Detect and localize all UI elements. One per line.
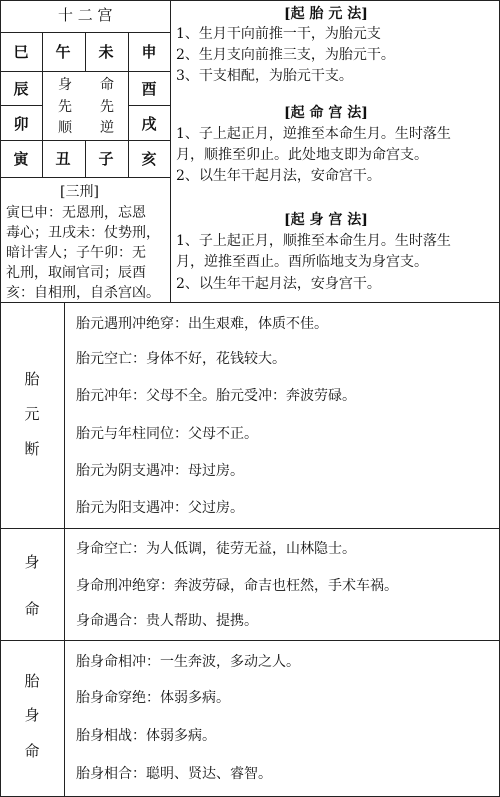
branch-mao: 卯: [13, 115, 29, 133]
method-taiyuan-title: [起 胎 元 法]: [284, 6, 368, 22]
section-divider-top: [0, 302, 500, 303]
method-minggong-line-3: 2、以生年干起月法，安命宫干。: [176, 168, 381, 184]
section-taiyuan-label-1: 胎: [24, 370, 40, 388]
xing-line-4: 礼刑，取闹官司；辰酉: [6, 265, 146, 281]
method-minggong-title: [起 命 宫 法]: [284, 105, 368, 121]
section-taiyuan-label-3: 断: [24, 440, 40, 458]
section-label-column-line: [64, 302, 65, 797]
section-taishenming-label-1: 胎: [24, 672, 40, 690]
xing-line-3: 暗计害人；子午卯：无: [6, 245, 146, 261]
method-shengong-title: [起 身 宫 法]: [284, 212, 368, 228]
branch-chen: 辰: [13, 80, 29, 98]
branch-hai: 亥: [141, 150, 157, 168]
grid-row-line-4: [0, 177, 170, 178]
branch-yin: 寅: [13, 150, 29, 168]
method-taiyuan-line-2: 2、生月支向前推三支，为胎元干。: [176, 47, 395, 63]
branch-chou: 丑: [55, 150, 71, 168]
grid-row-line-1: [0, 71, 170, 72]
xing-line-5: 亥：自相刑，自杀宫凶。: [6, 285, 160, 301]
method-shengong-line-3: 2、以生年干起月法，安身宫干。: [176, 276, 381, 292]
section-divider-3: [0, 640, 500, 641]
method-shengong-line-1: 1、子上起正月，顺推至本命生月。生时落生: [176, 233, 451, 249]
grid-row-line-2: [0, 105, 42, 106]
grid-row-line-2b: [128, 105, 170, 106]
shenming-item-3: 身命遇合：贵人帮助、提携。: [76, 613, 258, 629]
taiyuan-item-5: 胎元为阴支遇冲：母过房。: [76, 463, 244, 479]
center-xian-2: 先: [100, 99, 114, 115]
method-taiyuan-line-1: 1、生月干向前推一干，为胎元支: [176, 26, 381, 42]
branch-wei: 未: [98, 43, 114, 61]
grid-right-border: [170, 0, 171, 302]
section-taishenming-label-3: 命: [24, 742, 40, 760]
section-divider-2: [0, 528, 500, 529]
section-shenming-label-1: 身: [24, 553, 40, 571]
branch-you: 酉: [141, 80, 157, 98]
method-minggong-line-2: 月，顺推至卯止。此处地支即为命宫支。: [176, 147, 428, 163]
taishenming-item-3: 胎身相战：体弱多病。: [76, 728, 216, 744]
taiyuan-item-6: 胎元为阳支遇冲：父过房。: [76, 500, 244, 516]
method-taiyuan-line-3: 3、干支相配，为胎元干支。: [176, 68, 353, 84]
branch-shen: 申: [141, 43, 157, 61]
taiyuan-item-1: 胎元遇刑冲绝穿：出生艰难，体质不佳。: [76, 316, 328, 332]
center-xian-1: 先: [58, 99, 72, 115]
xing-title: [三刑]: [60, 184, 99, 200]
taiyuan-item-4: 胎元与年柱同位：父母不正。: [76, 426, 258, 442]
branch-xu: 戌: [141, 115, 157, 133]
taishenming-item-2: 胎身命穿绝：体弱多病。: [76, 690, 230, 706]
branch-wu: 午: [55, 43, 71, 61]
taishenming-item-4: 胎身相合：聪明、贤达、睿智。: [76, 766, 272, 782]
method-minggong-line-1: 1、子上起正月，逆推至本命生月。生时落生: [176, 126, 451, 142]
section-shenming-label-2: 命: [24, 600, 40, 618]
taiyuan-item-2: 胎元空亡：身体不好，花钱较大。: [76, 351, 286, 367]
frame-top: [0, 0, 500, 1]
center-shen: 身: [58, 77, 72, 93]
shenming-item-2: 身命刑冲绝穿：奔波劳碌，命吉也枉然，手术车祸。: [76, 578, 398, 594]
grid-header: 十 二 宫: [58, 6, 113, 24]
branch-si: 巳: [13, 43, 29, 61]
method-shengong-line-2: 月，逆推至酉止。酉所临地支为身宫支。: [176, 254, 428, 270]
center-ni: 逆: [100, 120, 114, 136]
taiyuan-item-3: 胎元冲年：父母不全。胎元受冲：奔波劳碌。: [76, 388, 356, 404]
branch-zi: 子: [98, 150, 114, 168]
section-taishenming-label-2: 身: [24, 706, 40, 724]
xing-line-1: 寅巳申：无恩刑，忘恩: [6, 205, 146, 221]
xing-line-2: 毒心；丑戌未：仗势刑，: [6, 225, 160, 241]
center-ming: 命: [100, 77, 114, 93]
section-taiyuan-label-2: 元: [24, 405, 40, 423]
shenming-item-1: 身命空亡：为人低调，徒劳无益，山林隐士。: [76, 541, 356, 557]
center-shun: 顺: [58, 120, 72, 136]
taishenming-item-1: 胎身命相冲：一生奔波，多动之人。: [76, 654, 300, 670]
